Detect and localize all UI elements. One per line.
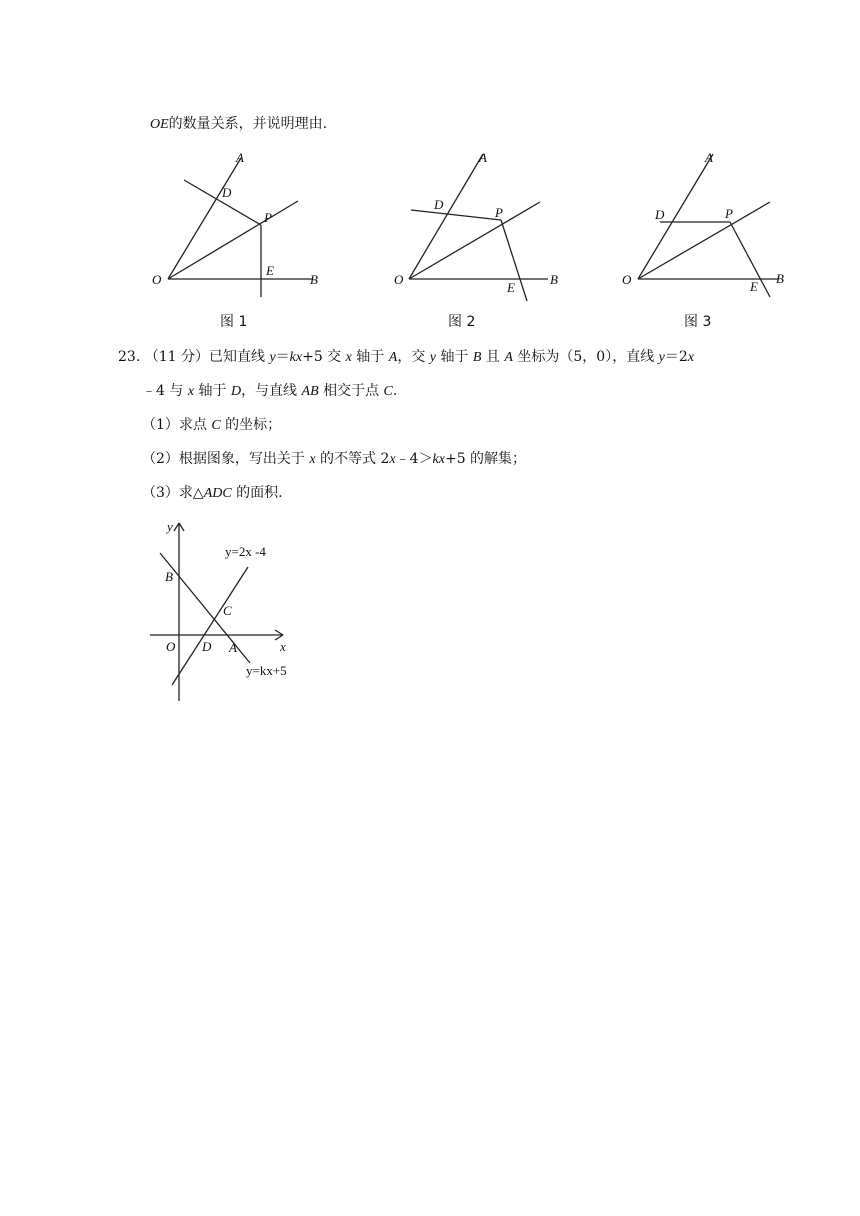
figure-2: [380, 140, 580, 340]
label-d: D: [222, 185, 232, 200]
text-fragment: 的面积.: [231, 485, 283, 501]
text-fragment: 轴于: [194, 383, 231, 399]
text-fragment: 轴于: [351, 349, 389, 365]
label-O: O: [166, 639, 176, 654]
ray-op: [168, 201, 298, 279]
label-b: B: [550, 272, 558, 287]
label-o: O: [622, 272, 632, 287]
y-axis-arrow-2: [179, 523, 184, 531]
text-fragment: y: [269, 350, 276, 365]
text-fragment: x: [687, 350, 695, 365]
text-fragment: A: [504, 350, 513, 365]
q23-intro-line1: [118, 347, 694, 368]
text-fragment: 轴于: [436, 349, 473, 365]
text-fragment: 且: [481, 349, 505, 365]
text-fragment: C: [383, 384, 393, 399]
label-d: D: [655, 207, 665, 222]
text-fragment: y: [658, 350, 665, 365]
label-a: A: [705, 150, 713, 165]
label-b: B: [310, 272, 318, 287]
ray-oa: [638, 154, 713, 279]
text-fragment: x: [345, 350, 352, 365]
text-fragment: ﹣4 与: [142, 383, 188, 399]
label-o: O: [152, 272, 162, 287]
label-D: D: [202, 639, 212, 654]
label-e: E: [750, 279, 758, 294]
text-fragment: （1）求点: [142, 417, 212, 433]
y-axis-label: y: [167, 519, 173, 534]
text-fragment: ，与直线: [241, 383, 302, 399]
text-fragment: C: [211, 418, 221, 433]
figure-3: [610, 140, 810, 340]
text-fragment: +5 交: [302, 349, 346, 365]
text-fragment: ，交: [397, 349, 430, 365]
segment-dp: [411, 210, 501, 220]
label-A: A: [229, 640, 237, 655]
text-fragment: kx: [289, 350, 303, 365]
text-fragment: D: [230, 384, 242, 399]
text-fragment: 坐标为（5，0），直线: [512, 349, 659, 365]
label-line-kx-5: y=kx+5: [246, 663, 287, 678]
text-fragment: OE: [150, 117, 169, 132]
caption-1: 图 1: [220, 314, 248, 330]
text-fragment: ＝: [275, 349, 290, 365]
figure-1: [140, 140, 340, 340]
q23-graph: [140, 515, 310, 715]
caption-2: 图 2: [448, 314, 476, 330]
label-line-2x-4: y=2x -4: [225, 544, 266, 559]
label-C: C: [223, 603, 232, 618]
label-p: P: [264, 210, 272, 225]
text-fragment: x: [309, 452, 316, 467]
text-fragment: B: [472, 350, 482, 365]
label-p: P: [725, 206, 733, 221]
q23-part2: [142, 449, 526, 470]
text-fragment: ADC: [203, 486, 232, 501]
text-fragment: （11 分）: [144, 349, 209, 365]
text-fragment: 的数量关系，并说明理由.: [168, 116, 328, 132]
text-fragment: 23.: [118, 349, 141, 365]
label-a: A: [479, 150, 487, 165]
label-d: D: [434, 197, 444, 212]
label-p: P: [495, 205, 503, 220]
text-fragment: （3）求△: [142, 485, 204, 501]
text-fragment: ＝2: [664, 349, 688, 365]
label-e: E: [507, 280, 515, 295]
text-fragment: AB: [301, 384, 319, 399]
label-e: E: [266, 263, 274, 278]
ray-oa: [168, 158, 241, 279]
q23-part1: [142, 415, 281, 436]
label-o: O: [394, 272, 404, 287]
text-fragment: .: [392, 383, 398, 399]
label-B: B: [165, 569, 173, 584]
y-axis-arrow-1: [174, 523, 179, 531]
text-fragment: A: [388, 350, 398, 365]
text-fragment: x: [187, 384, 195, 399]
q23-part3: [142, 483, 283, 504]
ray-op: [409, 202, 540, 279]
text-fragment: +5 的解集；: [444, 451, 527, 467]
label-b: B: [776, 271, 784, 286]
x-axis-arrow-1: [275, 630, 283, 635]
q23-intro-line2: [142, 381, 397, 402]
text-fragment: 的不等式 2: [315, 451, 390, 467]
text-fragment: （2）根据图象，写出关于: [142, 451, 310, 467]
caption-3: 图 3: [684, 314, 712, 330]
text-fragment: y: [429, 350, 436, 365]
text-fragment: kx: [432, 452, 445, 467]
q22-tail: [150, 114, 327, 135]
text-fragment: 的坐标；: [220, 417, 282, 433]
text-fragment: ﹣4＞: [395, 451, 433, 467]
text-fragment: x: [389, 452, 396, 467]
text-fragment: 相交于点: [318, 383, 384, 399]
line-2x-minus-4: [172, 567, 248, 685]
text-fragment: 已知直线: [208, 349, 270, 365]
x-axis-label: x: [280, 639, 286, 654]
label-a: A: [236, 150, 244, 165]
